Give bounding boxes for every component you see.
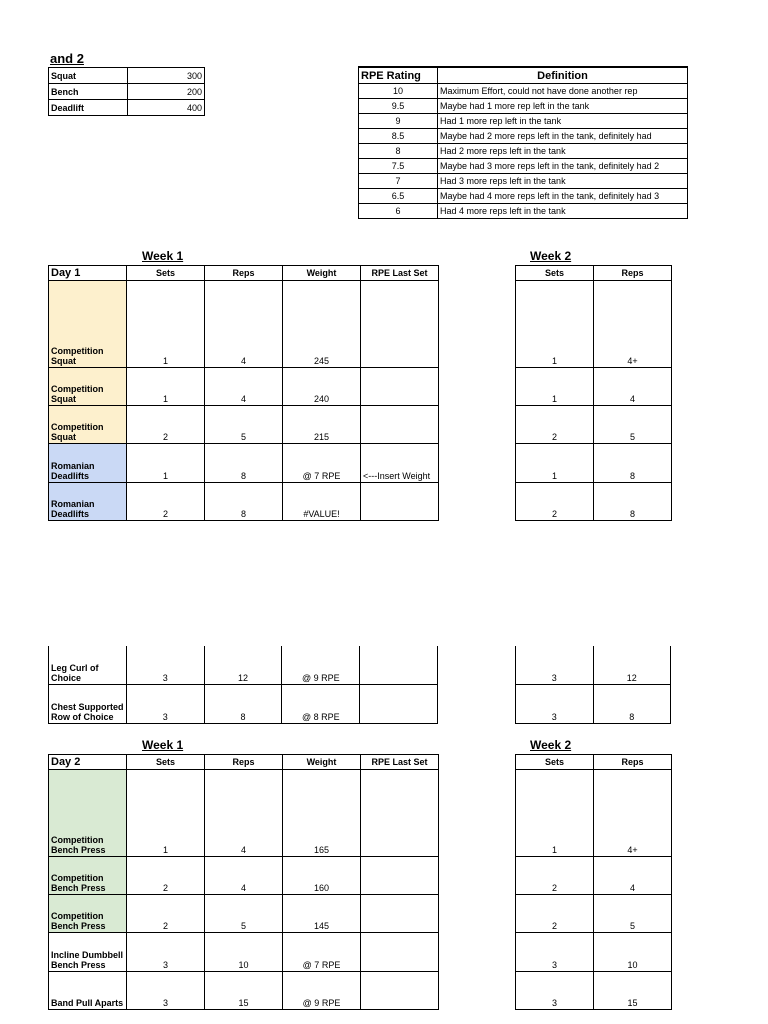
sheet-heading: and 2 (50, 51, 84, 66)
weight-header[interactable]: Weight (283, 266, 361, 281)
reps-cell[interactable]: 4+ (594, 281, 672, 368)
definition-cell[interactable]: Maybe had 4 more reps left in the tank, definitely had 3 (438, 189, 688, 204)
exercise-name-cell[interactable]: Leg Curl of Choice (49, 646, 127, 684)
rpe-rating-header[interactable]: RPE Rating (359, 67, 438, 84)
day1-week2-title: Week 2 (530, 249, 572, 263)
table-row (359, 84, 688, 99)
reps-cell[interactable]: 4 (205, 281, 283, 368)
rpe-last-set-cell[interactable]: <---Insert Weight (361, 444, 439, 483)
lift-value[interactable]: 400 (128, 100, 205, 116)
rpe-definition-table (358, 66, 688, 219)
day2-week2-title: Week 2 (530, 738, 572, 752)
reps-cell[interactable]: 4 (205, 368, 283, 406)
table-row (359, 99, 688, 114)
exercise-name-cell[interactable]: Competition Squat (49, 281, 127, 368)
table-row (49, 684, 438, 723)
weight-cell[interactable]: @ 9 RPE (283, 972, 361, 1010)
day1-week2-table (515, 265, 672, 521)
weight-cell[interactable]: 160 (283, 857, 361, 895)
reps-cell[interactable]: 8 (205, 483, 283, 521)
exercise-name-cell[interactable]: Romanian Deadlifts (49, 483, 127, 521)
rpe-rating-cell[interactable]: 9 (359, 114, 438, 129)
max-lifts-table (48, 67, 205, 116)
sets-cell[interactable]: 3 (127, 972, 205, 1010)
day1-week1-cont-table (48, 646, 438, 724)
table-row (516, 684, 671, 723)
table-row (359, 144, 688, 159)
reps-cell[interactable]: 5 (205, 406, 283, 444)
definition-cell[interactable]: Had 2 more reps left in the tank (438, 144, 688, 159)
table-row (516, 770, 672, 857)
lift-value[interactable]: 300 (128, 68, 205, 84)
reps-cell[interactable]: 4 (594, 368, 672, 406)
weight-cell[interactable]: 145 (283, 895, 361, 933)
sets-cell[interactable]: 2 (516, 406, 594, 444)
sets-cell[interactable]: 3 (516, 933, 594, 972)
definition-cell[interactable]: Had 1 more rep left in the tank (438, 114, 688, 129)
table-header-row (49, 755, 439, 770)
day1-week2-cont-table (515, 646, 671, 724)
rpe-last-set-cell[interactable] (361, 281, 439, 368)
day2-week1-title: Week 1 (142, 738, 184, 752)
table-header-row (516, 266, 672, 281)
rpe-rating-cell[interactable]: 8.5 (359, 129, 438, 144)
weight-cell[interactable]: 215 (283, 406, 361, 444)
rpe-last-set-cell[interactable] (361, 406, 439, 444)
table-row (49, 770, 439, 857)
definition-cell[interactable]: Had 3 more reps left in the tank (438, 174, 688, 189)
sets-cell[interactable]: 1 (127, 770, 205, 857)
sets-cell[interactable]: 1 (516, 368, 594, 406)
table-row (516, 895, 672, 933)
table-row (516, 406, 672, 444)
sets-cell[interactable]: 2 (127, 483, 205, 521)
lift-name[interactable]: Bench (49, 84, 128, 100)
table-row (49, 483, 439, 521)
sets-cell[interactable]: 3 (516, 972, 594, 1010)
table-row (359, 189, 688, 204)
table-row (49, 895, 439, 933)
rpe-last-set-cell[interactable] (361, 368, 439, 406)
sets-cell[interactable]: 1 (516, 444, 594, 483)
table-row (49, 84, 205, 100)
table-row (359, 174, 688, 189)
lift-name[interactable]: Deadlift (49, 100, 128, 116)
table-row (516, 646, 671, 684)
definition-cell[interactable]: Maybe had 3 more reps left in the tank, definitely had 2 (438, 159, 688, 174)
table-row (49, 933, 439, 972)
weight-cell[interactable]: 245 (283, 281, 361, 368)
reps-cell[interactable]: 8 (204, 684, 282, 723)
sets-cell[interactable]: 1 (516, 770, 594, 857)
exercise-name-cell[interactable]: Chest Supported Row of Choice (49, 684, 127, 723)
rpe-rating-cell[interactable]: 8 (359, 144, 438, 159)
sets-cell[interactable]: 2 (516, 483, 594, 521)
rpe-last-set-cell[interactable] (361, 933, 439, 972)
rpe-rating-cell[interactable]: 10 (359, 84, 438, 99)
sets-cell[interactable]: 1 (127, 281, 205, 368)
rpe-last-set-cell[interactable] (360, 684, 438, 723)
rpe-last-set-cell[interactable] (361, 972, 439, 1010)
exercise-name-cell[interactable]: Competition Bench Press (49, 857, 127, 895)
sets-cell[interactable]: 3 (516, 646, 594, 684)
sets-cell[interactable]: 3 (126, 684, 204, 723)
rpe-last-set-cell[interactable] (360, 646, 438, 684)
table-row (359, 129, 688, 144)
reps-header[interactable]: Reps (205, 266, 283, 281)
sets-cell[interactable]: 2 (127, 857, 205, 895)
reps-cell[interactable]: 15 (594, 972, 672, 1010)
table-row (49, 100, 205, 116)
table-row (516, 933, 672, 972)
rpe-rating-cell[interactable]: 9.5 (359, 99, 438, 114)
definition-header[interactable]: Definition (438, 67, 688, 84)
reps-cell[interactable]: 4 (594, 857, 672, 895)
exercise-name-cell[interactable]: Band Pull Aparts (49, 972, 127, 1010)
table-row (359, 159, 688, 174)
sets-header[interactable]: Sets (516, 266, 594, 281)
weight-cell[interactable]: 240 (283, 368, 361, 406)
table-row (516, 972, 672, 1010)
table-row (516, 483, 672, 521)
rpe-last-set-header[interactable]: RPE Last Set (361, 266, 439, 281)
sets-header[interactable]: Sets (516, 755, 594, 770)
table-row (516, 444, 672, 483)
rpe-last-set-header[interactable]: RPE Last Set (361, 755, 439, 770)
reps-cell[interactable]: 5 (594, 895, 672, 933)
reps-cell[interactable]: 8 (594, 444, 672, 483)
reps-cell[interactable]: 5 (205, 895, 283, 933)
reps-cell[interactable]: 12 (204, 646, 282, 684)
reps-cell[interactable]: 4+ (594, 770, 672, 857)
table-row (516, 281, 672, 368)
weight-cell[interactable]: #VALUE! (283, 483, 361, 521)
day-label[interactable]: Day 2 (49, 755, 127, 770)
day-label[interactable]: Day 1 (49, 266, 127, 281)
definition-cell[interactable]: Maximum Effort, could not have done another rep (438, 84, 688, 99)
reps-cell[interactable]: 4 (205, 770, 283, 857)
reps-cell[interactable]: 10 (205, 933, 283, 972)
table-row (359, 114, 688, 129)
sets-cell[interactable]: 3 (126, 646, 204, 684)
reps-cell[interactable]: 10 (594, 933, 672, 972)
weight-cell[interactable]: @ 9 RPE (282, 646, 360, 684)
definition-cell[interactable]: Maybe had 2 more reps left in the tank, definitely had (438, 129, 688, 144)
reps-cell[interactable]: 5 (594, 406, 672, 444)
rpe-last-set-cell[interactable] (361, 895, 439, 933)
sets-cell[interactable]: 1 (127, 444, 205, 483)
table-row (49, 972, 439, 1010)
reps-cell[interactable]: 8 (205, 444, 283, 483)
rpe-last-set-cell[interactable] (361, 770, 439, 857)
reps-header[interactable]: Reps (205, 755, 283, 770)
reps-cell[interactable]: 8 (594, 483, 672, 521)
sets-header[interactable]: Sets (127, 266, 205, 281)
reps-header[interactable]: Reps (594, 755, 672, 770)
sets-cell[interactable]: 2 (127, 406, 205, 444)
sets-cell[interactable]: 3 (516, 684, 594, 723)
reps-cell[interactable]: 12 (593, 646, 671, 684)
table-row (359, 204, 688, 219)
reps-header[interactable]: Reps (594, 266, 672, 281)
table-row (516, 857, 672, 895)
exercise-name-cell[interactable]: Competition Bench Press (49, 770, 127, 857)
day1-week1-table (48, 265, 439, 521)
exercise-name-cell[interactable]: Competition Bench Press (49, 895, 127, 933)
rpe-rating-cell[interactable]: 7.5 (359, 159, 438, 174)
sets-cell[interactable]: 2 (516, 895, 594, 933)
day2-week1-table (48, 754, 439, 1010)
reps-cell[interactable]: 4 (205, 857, 283, 895)
weight-header[interactable]: Weight (283, 755, 361, 770)
weight-cell[interactable]: @ 7 RPE (283, 444, 361, 483)
sets-cell[interactable]: 2 (516, 857, 594, 895)
rpe-last-set-cell[interactable] (361, 857, 439, 895)
table-row (49, 857, 439, 895)
sets-cell[interactable]: 1 (127, 368, 205, 406)
rpe-rating-cell[interactable]: 7 (359, 174, 438, 189)
weight-cell[interactable]: @ 7 RPE (283, 933, 361, 972)
table-header-row (359, 67, 688, 84)
lift-name[interactable]: Squat (49, 68, 128, 84)
sets-cell[interactable]: 2 (127, 895, 205, 933)
table-header-row (516, 755, 672, 770)
sets-cell[interactable]: 3 (127, 933, 205, 972)
sets-header[interactable]: Sets (127, 755, 205, 770)
table-row (49, 646, 438, 684)
exercise-name-cell[interactable]: Competition Squat (49, 368, 127, 406)
table-row (516, 368, 672, 406)
weight-cell[interactable]: @ 8 RPE (282, 684, 360, 723)
rpe-last-set-cell[interactable] (361, 483, 439, 521)
day2-week2-table (515, 754, 672, 1010)
exercise-name-cell[interactable]: Incline Dumbbell Bench Press (49, 933, 127, 972)
exercise-name-cell[interactable]: Competition Squat (49, 406, 127, 444)
table-row (49, 281, 439, 368)
reps-cell[interactable]: 8 (593, 684, 671, 723)
day1-week1-title: Week 1 (142, 249, 184, 263)
table-row (49, 68, 205, 84)
sets-cell[interactable]: 1 (516, 281, 594, 368)
table-row (49, 368, 439, 406)
rpe-rating-cell[interactable]: 6 (359, 204, 438, 219)
exercise-name-cell[interactable]: Romanian Deadlifts (49, 444, 127, 483)
reps-cell[interactable]: 15 (205, 972, 283, 1010)
weight-cell[interactable]: 165 (283, 770, 361, 857)
definition-cell[interactable]: Had 4 more reps left in the tank (438, 204, 688, 219)
table-row (49, 406, 439, 444)
definition-cell[interactable]: Maybe had 1 more rep left in the tank (438, 99, 688, 114)
rpe-rating-cell[interactable]: 6.5 (359, 189, 438, 204)
lift-value[interactable]: 200 (128, 84, 205, 100)
table-row (49, 444, 439, 483)
table-header-row (49, 266, 439, 281)
